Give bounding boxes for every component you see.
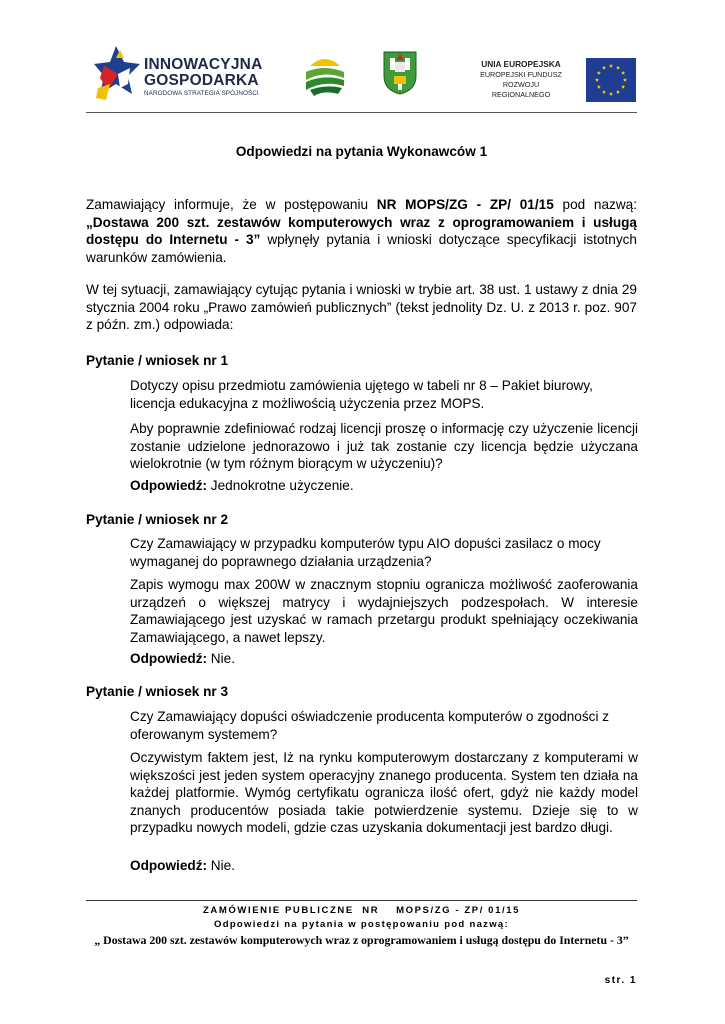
ig-logo-text [144, 57, 262, 99]
footer-divider [86, 900, 637, 901]
question-3-heading: Pytanie / wniosek nr 3 [86, 684, 229, 699]
page-number: str. 1 [604, 975, 637, 986]
eu-erdf-logo [474, 58, 636, 102]
question-1-heading: Pytanie / wniosek nr 1 [86, 353, 229, 368]
question-1-answer [130, 477, 638, 495]
ig-logo-line1: INNOWACYJNA [144, 56, 263, 73]
footer-subtitle: Odpowiedzi na pytania w postępowaniu pod nazwą: [214, 919, 509, 930]
answer-2-text: Nie. [207, 651, 235, 666]
innowacyjna-gospodarka-logo [94, 44, 284, 104]
intro-text-post: wpłynęły pytania i wnioski dotyczące specyfikacji istotnych warunków zamówienia. [86, 232, 637, 265]
document-title: Odpowiedzi na pytania Wykonawców 1 [235, 144, 488, 159]
eu-logo-line3: ROZWOJU REGIONALNEGO [491, 80, 551, 99]
question-2-heading: Pytanie / wniosek nr 2 [86, 512, 229, 527]
regional-green-logo [304, 50, 346, 98]
header-divider [86, 112, 637, 113]
question-1-text: Dotyczy opisu przedmiotu zamówienia ujętego w tabeli nr 8 – Pakiet biurowy, licencja edukacyjna z możliwością użyczenia przez MOPS. [130, 378, 593, 411]
eu-logo-line2: EUROPEJSKI FUNDUSZ [480, 70, 562, 79]
question-2-answer [130, 650, 638, 668]
city-crest-logo [382, 50, 418, 96]
question-3-text: Czy Zamawiający dopuści oświadczenie producenta komputerów o zgodności z oferowanym systemem? [130, 709, 610, 742]
ig-logo-line2: GOSPODARKA [144, 72, 259, 89]
eu-flag-icon [586, 58, 636, 102]
answer-1-text: Jednokrotne użyczenie. [207, 478, 354, 493]
intro-text-mid: pod nazwą: [553, 197, 637, 212]
question-1-detail: Aby poprawnie zdefiniować rodzaj licencji proszę o informację czy użyczenie licencji zostanie udzielone jednorazowo i już tak zostanie czy licencja będzie użyczana wielokrotnie (w tym różnym biorącym w użyczeniu)? [130, 421, 638, 471]
intro-text-pre: Zamawiający informuje, że w postępowaniu [86, 197, 377, 212]
sun-hills-icon [304, 50, 346, 98]
procurement-reference: NR MOPS/ZG - ZP/ 01/15 [376, 197, 554, 212]
question-3-detail: Oczywistym faktem jest, Iż na rynku komputerowym dostarczany z komputerami w większości jest jeden system operacyjny znanego producenta. System ten działa na każdej platformie. Wymóg certyfikatu ogranicza ilość ofert, gdyż nie każdy model znanych producentów posiada takie potwierdzenie systemu. Dzieje się to w przypadku nowych modeli, gdzie czas uzyskania dokumentacji jest bardzo długi. [130, 750, 638, 835]
answer-3-text: Nie. [207, 858, 235, 873]
ig-logo-line3: NARODOWA STRATEGIA SPÓJNOŚCI [144, 90, 259, 97]
answer-label: Odpowiedź: [130, 651, 208, 666]
crest-icon [382, 50, 418, 96]
answer-label: Odpowiedź: [130, 858, 208, 873]
ig-star-icon [94, 44, 142, 104]
question-3-answer [130, 857, 638, 875]
answer-label: Odpowiedź: [130, 478, 208, 493]
footer-procurement-name: „ Dostawa 200 szt. zestawów komputerowych wraz z oprogramowaniem i usługą dostępu do Internetu - 3” [94, 933, 629, 947]
question-2-detail: Zapis wymogu max 200W w znacznym stopniu ogranicza możliwość zaoferowania urządzeń o większej matrycy i wydajniejszych podzespołach. W interesie Zamawiającego jest uzyskać w ramach przetargu produkt spełniający oczekiwania Zamawiającego, a nawet lepszy. [130, 577, 638, 645]
eu-logo-text [474, 58, 568, 100]
footer-procurement-number: ZAMÓWIENIE PUBLICZNE NR MOPS/ZG - ZP/ 01/15 [203, 905, 520, 916]
question-2-text: Czy Zamawiający w przypadku komputerów typu AIO dopuści zasilacz o mocy wymaganej do poprawnego działania urządzenia? [130, 536, 601, 569]
procurement-name: „Dostawa 200 szt. zestawów komputerowych wraz z oprogramowaniem i usługą dostępu do Internetu - 3” [86, 214, 637, 247]
legal-basis-paragraph: W tej sytuacji, zamawiający cytując pytania i wnioski w trybie art. 38 ust. 1 ustawy z dnia 29 stycznia 2004 roku „Prawo zamówień publicznych” (tekst jednolity Dz. U. z 2013 r. poz. 907 z późn. zm.) odpowiada: [86, 282, 637, 332]
intro-paragraph [86, 196, 637, 266]
eu-logo-line1: UNIA EUROPEJSKA [481, 59, 561, 69]
